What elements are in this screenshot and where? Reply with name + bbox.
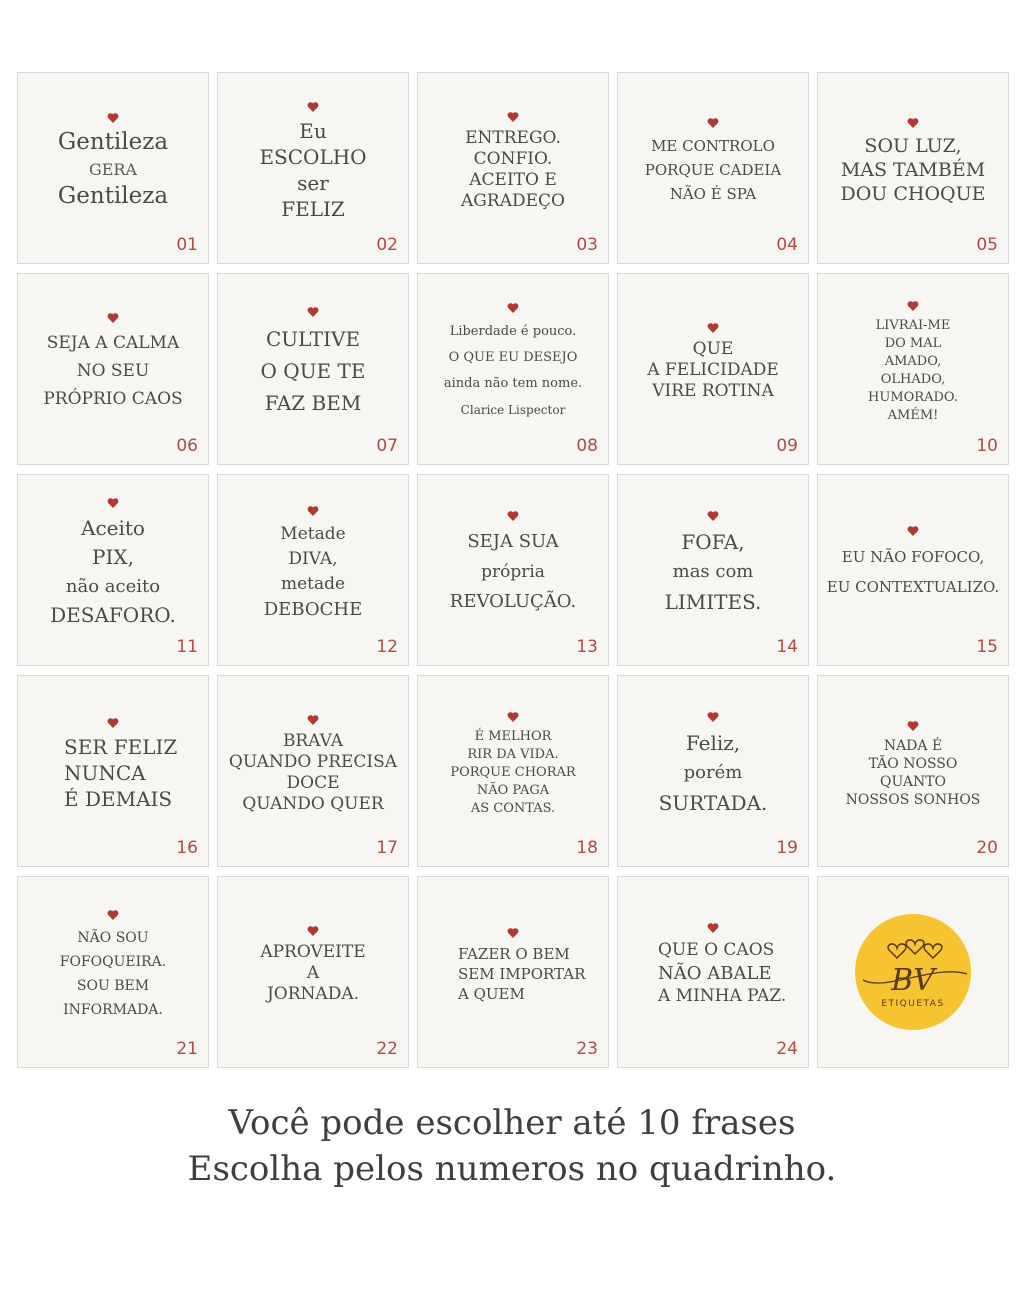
card-number: 14 — [776, 637, 798, 657]
svg-text:BV: BV — [891, 963, 935, 998]
card-number: 06 — [176, 436, 198, 456]
phrase-card-07[interactable] — [217, 273, 409, 465]
card-text-line: APROVEITE — [260, 942, 366, 962]
card-text-line: EU CONTEXTUALIZO. — [826, 577, 1000, 596]
card-text-line: NÃO SOU — [77, 929, 149, 946]
card-text-line: PRÓPRIO CAOS — [43, 388, 183, 409]
heart-icon — [907, 117, 919, 129]
heart-icon — [307, 925, 319, 937]
card-text-line: FAZ BEM — [264, 390, 362, 415]
card-text-line: Clarice Lispector — [460, 402, 566, 417]
card-text-line: ME CONTROLO — [651, 136, 775, 155]
heart-icon — [707, 711, 719, 723]
card-text-line: NUNCA — [64, 760, 146, 785]
card-text-line: Gentileza — [57, 129, 169, 155]
heart-icon — [507, 927, 519, 939]
card-text-line: SEM IMPORTAR — [458, 964, 586, 983]
card-text-line: AMADO, — [884, 353, 942, 369]
heart-icon — [707, 117, 719, 129]
card-text-line: AMÉM! — [887, 407, 939, 423]
card-text-line: JORNADA. — [266, 984, 359, 1004]
phrase-card-21[interactable] — [17, 876, 209, 1068]
card-text-line: mas com — [672, 560, 754, 582]
brand-logo-mark — [855, 914, 971, 1030]
card-text-line: ser — [297, 170, 329, 195]
card-text-line: DEBOCHE — [263, 598, 363, 620]
heart-icon — [507, 111, 519, 123]
card-text-line: QUANTO — [879, 773, 947, 790]
heart-icon — [107, 497, 119, 509]
heart-icon — [707, 510, 719, 522]
card-number: 09 — [776, 436, 798, 456]
card-number: 10 — [976, 436, 998, 456]
card-text-line: A — [306, 963, 320, 983]
card-number: 04 — [776, 235, 798, 255]
card-number: 07 — [376, 436, 398, 456]
card-text-line: O QUE EU DESEJO — [448, 349, 578, 365]
card-text-line: TÃO NOSSO — [868, 755, 958, 772]
phrase-card-22[interactable] — [217, 876, 409, 1068]
heart-icon — [907, 300, 919, 312]
card-text-line: É DEMAIS — [64, 786, 173, 811]
phrase-card-15[interactable] — [817, 474, 1009, 666]
phrase-card-01[interactable] — [17, 72, 209, 264]
card-text-line: MAS TAMBÉM — [840, 158, 986, 181]
card-text-line: ESCOLHO — [259, 144, 367, 169]
card-text-line: ainda não tem nome. — [443, 375, 583, 391]
phrase-card-18[interactable] — [417, 675, 609, 867]
phrase-card-24[interactable] — [617, 876, 809, 1068]
heart-icon — [907, 720, 919, 732]
card-text-line: QUE O CAOS — [658, 940, 775, 960]
phrase-card-14[interactable] — [617, 474, 809, 666]
card-text-line: DO MAL — [884, 335, 942, 351]
card-text-line: DOU CHOQUE — [840, 182, 986, 205]
card-text-line: SOU BEM — [76, 977, 150, 994]
card-text-line: PIX, — [92, 544, 134, 569]
card-text-line: Gentileza — [57, 183, 169, 209]
card-number: 15 — [976, 637, 998, 657]
card-text-line: SEJA SUA — [467, 530, 559, 552]
phrase-card-23[interactable] — [417, 876, 609, 1068]
phrase-card-06[interactable] — [17, 273, 209, 465]
card-number: 19 — [776, 838, 798, 858]
heart-icon — [107, 312, 119, 324]
heart-icon — [307, 505, 319, 517]
card-text-line: BRAVA — [282, 730, 344, 751]
card-text-line: VIRE ROTINA — [652, 381, 774, 401]
card-text-line: não aceito — [65, 575, 161, 597]
phrase-card-02[interactable] — [217, 72, 409, 264]
card-text-line: SER FELIZ — [64, 734, 178, 759]
card-text-line: CONFIO. — [473, 148, 553, 169]
card-text-line: FOFA, — [681, 529, 745, 554]
heart-icon — [107, 909, 119, 921]
card-text-line: CULTIVE — [265, 326, 361, 351]
caption-line-2: Escolha pelos numeros no quadrinho. — [187, 1149, 837, 1189]
phrase-card-16[interactable] — [17, 675, 209, 867]
phrase-card-11[interactable] — [17, 474, 209, 666]
card-number: 17 — [376, 838, 398, 858]
card-text-line: FOFOQUEIRA. — [59, 953, 167, 970]
card-number: 21 — [176, 1039, 198, 1059]
card-text-line: FELIZ — [281, 196, 345, 221]
card-text-line: QUANDO QUER — [242, 793, 384, 814]
card-number: 03 — [576, 235, 598, 255]
card-text-line: RIR DA VIDA. — [467, 746, 559, 762]
card-text-line: Eu — [299, 118, 327, 143]
card-text-line: NÃO ABALE — [658, 963, 772, 984]
phrase-card-20[interactable] — [817, 675, 1009, 867]
card-text-line: A FELICIDADE — [647, 360, 779, 380]
card-text-line: AGRADEÇO — [461, 190, 565, 211]
card-number: 02 — [376, 235, 398, 255]
card-text-line: Feliz, — [685, 730, 741, 755]
card-text-line: PORQUE CHORAR — [450, 764, 576, 780]
heart-icon — [107, 717, 119, 729]
card-text-line: NOSSOS SONHOS — [845, 791, 981, 808]
card-text-line: QUE — [692, 339, 734, 359]
card-text-line: GERA — [88, 160, 138, 179]
phrase-grid — [17, 72, 1009, 1068]
heart-icon — [707, 922, 719, 934]
phrase-card-13[interactable] — [417, 474, 609, 666]
card-text-line: INFORMADA. — [63, 1001, 163, 1018]
card-text-line: Aceito — [81, 515, 145, 540]
card-text-line: SOU LUZ, — [864, 134, 962, 157]
phrase-card-04[interactable] — [617, 72, 809, 264]
card-number: 01 — [176, 235, 198, 255]
card-text-line: NO SEU — [76, 360, 150, 381]
phrase-card-03[interactable] — [417, 72, 609, 264]
phrase-card-19[interactable] — [617, 675, 809, 867]
phrase-card-09[interactable] — [617, 273, 809, 465]
card-text-line: DESAFORO. — [50, 602, 176, 627]
heart-icon — [907, 525, 919, 537]
card-number: 18 — [576, 838, 598, 858]
card-number: 20 — [976, 838, 998, 858]
card-text-line: É MELHOR — [474, 728, 552, 744]
heart-icon — [107, 112, 119, 124]
logo-card — [817, 876, 1009, 1068]
card-text-line: REVOLUÇÃO. — [449, 590, 577, 612]
card-text-line: PORQUE CADEIA — [644, 160, 782, 179]
card-text-line: FAZER O BEM — [458, 944, 570, 963]
svg-text:ETIQUETAS: ETIQUETAS — [881, 999, 945, 1009]
card-number: 24 — [776, 1039, 798, 1059]
phrase-card-05[interactable] — [817, 72, 1009, 264]
phrase-card-08[interactable] — [417, 273, 609, 465]
card-number: 11 — [176, 637, 198, 657]
card-text-line: Metade — [280, 523, 346, 544]
card-number: 22 — [376, 1039, 398, 1059]
card-text-line: SEJA A CALMA — [46, 332, 180, 353]
instruction-caption — [0, 1100, 1024, 1192]
card-text-line: ACEITO E — [469, 169, 557, 190]
card-text-line: HUMORADO. — [868, 389, 958, 405]
card-number: 23 — [576, 1039, 598, 1059]
brand-logo — [855, 914, 971, 1030]
card-text-line: NÃO É SPA — [669, 184, 757, 203]
card-text-line: ENTREGO. — [465, 127, 561, 148]
card-text-line: SURTADA. — [658, 790, 768, 815]
caption-line-1: Você pode escolher até 10 frases — [228, 1103, 796, 1143]
card-number: 13 — [576, 637, 598, 657]
card-text-line: EU NÃO FOFOCO, — [841, 547, 985, 566]
phrase-card-17[interactable] — [217, 675, 409, 867]
card-text-line: NADA É — [883, 737, 943, 754]
card-text-line: LIVRAI-ME — [875, 317, 951, 333]
card-text-line: A MINHA PAZ. — [658, 986, 787, 1006]
card-text-line: própria — [481, 561, 545, 582]
heart-icon — [507, 302, 519, 314]
heart-icon — [507, 510, 519, 522]
heart-icon — [307, 101, 319, 113]
card-text-line: metade — [280, 573, 346, 594]
card-number: 12 — [376, 637, 398, 657]
card-text-line: NÃO PAGA — [476, 782, 550, 798]
card-text-line: Liberdade é pouco. — [449, 323, 577, 339]
card-text-line: QUANDO PRECISA — [228, 751, 398, 772]
heart-icon — [707, 322, 719, 334]
heart-icon — [307, 714, 319, 726]
card-number: 16 — [176, 838, 198, 858]
card-text-line: OLHADO, — [880, 371, 946, 387]
card-text-line: LIMITES. — [664, 589, 762, 614]
card-text-line: O QUE TE — [260, 358, 366, 383]
card-text-line: porém — [683, 761, 743, 783]
card-text-line: DOCE — [286, 772, 340, 793]
card-text-line: AS CONTAS. — [470, 800, 556, 816]
card-text-line: DIVA, — [288, 548, 338, 569]
phrase-card-12[interactable] — [217, 474, 409, 666]
heart-icon — [507, 711, 519, 723]
card-number: 05 — [976, 235, 998, 255]
card-text-line: A QUEM — [458, 984, 525, 1003]
card-number: 08 — [576, 436, 598, 456]
heart-icon — [307, 306, 319, 318]
phrase-card-10[interactable] — [817, 273, 1009, 465]
